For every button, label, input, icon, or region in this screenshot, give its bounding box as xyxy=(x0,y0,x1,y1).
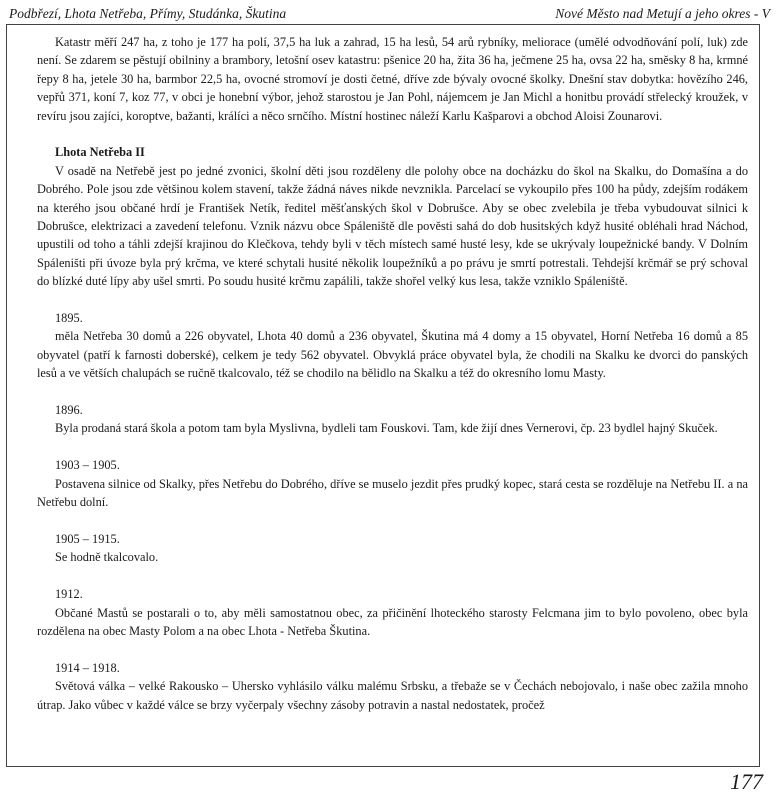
text-frame xyxy=(6,24,760,767)
entry-text: Se hodně tkalcovalo. xyxy=(55,550,159,565)
entry-year: 1895. xyxy=(55,311,83,326)
entry-text: Světová válka – velké Rakousko – Uhersko vyhlásilo válku malému Srbsku, a třebaže se v Čechách nebojovalo, i naše obec zažila mnoho útrap. Jako vůbec v každé válce se brzy vyčerpaly všechny zásoby potravin a nastal nedostatek, pročež xyxy=(37,679,748,712)
section-paragraph: V osadě na Netřebě jest po jedné zvonici, školní děti jsou rozděleny dle polohy obce na docházku do škol na Skalku, do Domašína a do Dobrého. Pole jsou zde většinou kolem stavení, takže žádná náves nikde nevznikla. Parcelací se vykoupilo přes 100 ha půdy, zdejším rodákem na kterého jsou občané hrdí je František Netík, ředitel měšťanských škol v Dobrušce. Aby se obec zvelebila je třeba vybudouvat silnici k Dobrušce, elektrizaci a zavedení telefonu. Vznik názvu obce Spáleniště dle pověsti sahá do dob husitských když husité obléhali hrad Náchod, upustili od toho a táhli zdejší krajinou do Klečkova, tehdy byli v těch místech samé husté lesy, kde se ukrývaly loupežnické bandy. V Dolním Spáleništi při úvoze byla prý krčma, ve které schytali husité několik loupežníků a po právu je smrtí potrestali. Tehdejší krčmář se prý schoval do blízké duté lípy aby ušel smrti. Po soudu husité krčmu zapálili, takže shořel velký kus lesa, takže vzniklo Spáleniště. xyxy=(37,163,748,289)
page-content xyxy=(37,33,748,714)
page-number: 177 xyxy=(730,769,763,794)
running-header xyxy=(9,4,770,24)
entry-text: Postavena silnice od Skalky, přes Netřebu do Dobrého, dříve se muselo jezdit přes prudký kopec, stará cesta se rozděluje na Netřebu II. a na Netřebu dolní. xyxy=(37,476,748,510)
header-left-title: Podbřezí, Lhota Netřeba, Přímy, Studánka, Škutina xyxy=(9,6,287,21)
entry-text: Občané Mastů se postarali o to, aby měli samostatnou obec, za přičinění lhoteckého starosty Felcmana jim to bylo povoleno, obec byla rozdělena na obec Masty Polom a na obec Lhota - Netřeba Škutina. xyxy=(37,605,748,638)
entry-year: 1914 – 1918. xyxy=(55,660,120,675)
intro-paragraph: Katastr měří 247 ha, z toho je 177 ha polí, 37,5 ha luk a zahrad, 15 ha lesů, 54 arů rybníky, meliorace (umělé odvodňování polí, luk) zde není. Se zdarem se pěstují obilniny a brambory, letošní osev katastru: pšenice 20 ha, žita 36 ha, ječmene 25 ha, ovsa 22 ha, směsky 8 ha, krmné řepy 8 ha, jetele 30 ha, barmbor 22,5 ha, ovocné stromoví je dosti četné, dříve zde bývaly ovocné školky. Dnešní stav dobytka: hovězího 246, vepřů 371, koní 7, koz 77, v obci je honební výbor, jehož starostou je Jan Pohl, nájemcem je Jan Michl a honitbu provádí střelecký kroužek, v revíru jsou zajíci, koroptve, bažanti, králíci a něco srnčího. Místní hostinec náleží Karlu Kašparovi a obchod Aloisi Zounarovi. xyxy=(37,35,748,123)
entry-year: 1903 – 1905. xyxy=(55,458,120,473)
header-right-title: Nové Město nad Metují a jeho okres - V xyxy=(555,6,770,21)
entry-text: Byla prodaná stará škola a potom tam byla Myslivna, bydleli tam Fouskovi. Tam, kde žijí dnes Vernerovi, čp. 23 bydlel hajný Skuček. xyxy=(55,421,718,436)
entry-year: 1905 – 1915. xyxy=(55,531,120,546)
section-heading: Lhota Netřeba II xyxy=(55,145,145,160)
entry-year: 1896. xyxy=(55,403,83,418)
entry-text: měla Netřeba 30 domů a 226 obyvatel, Lhota 40 domů a 236 obyvatel, Škutina má 4 domy a 15 obyvatel, Horní Netřeba 16 domů a 85 obyvatel (patří k farnosti doberské), celkem je tedy 562 obyvatel. Obvyklá práce obyvatel byla, že chodili na Skalku ke dvorci do panských lesů a ve větších chalupách se ručně tkalcovalo, též se chodilo na bělidlo na Skalku a též do okresního lomu Masty. xyxy=(37,329,748,381)
entry-year: 1912. xyxy=(55,587,83,602)
